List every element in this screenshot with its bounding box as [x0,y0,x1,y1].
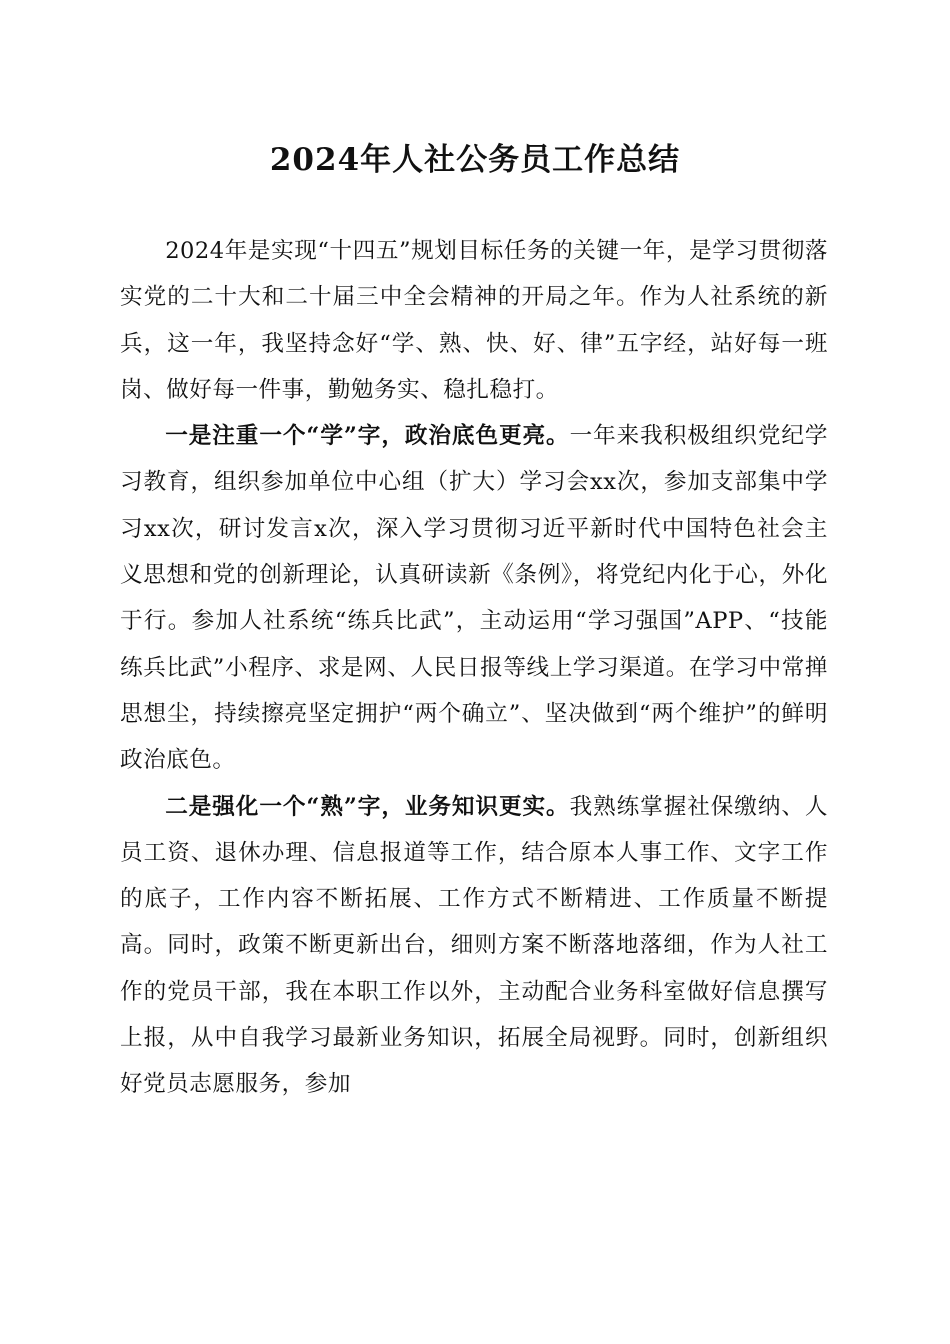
paragraph-text: 一年来我积极组织党纪学习教育，组织参加单位中心组（扩大）学习会xx次，参加支部集中学习xx次，研讨发言x次，深入学习贯彻习近平新时代中国特色社会主义思想和党的创新理论，认真研读新《条例》，将党纪内化于心，外化于行。参加人社系统“练兵比武”，主动运用“学习强国”APP、“技能练兵比武”小程序、求是网、人民日报等线上学习渠道。在学习中常掸思想尘，持续擦亮坚定拥护“两个确立”、坚决做到“两个维护”的鲜明政治底色。 [120,423,828,774]
document-title: 2024年人社公务员工作总结 [269,142,681,178]
paragraph-proficiency [120,784,828,1108]
paragraph-study [120,413,828,783]
paragraph-text: 我熟练掌握社保缴纳、人员工资、退休办理、信息报道等工作，结合原本人事工作、文字工作的底子，工作内容不断拓展、工作方式不断精进、工作质量不断提高。同时，政策不断更新出台，细则方案不断落地落细，作为人社工作的党员干部，我在本职工作以外，主动配合业务科室做好信息撰写上报，从中自我学习最新业务知识，拓展全局视野。同时，创新组织好党员志愿服务，参加 [120,793,828,1098]
paragraph-text: 2024年是实现“十四五”规划目标任务的关键一年，是学习贯彻落实党的二十大和二十届三中全会精神的开局之年。作为人社系统的新兵，这一年，我坚持念好“学、熟、快、好、律”五字经，站好每一班岗、做好每一件事，勤勉务实、稳扎稳打。 [120,238,828,403]
paragraph-intro [120,228,828,413]
paragraph-lead: 一是注重一个“学”字，政治底色更亮。 [165,423,570,450]
document-body [120,228,828,1108]
paragraph-lead: 二是强化一个“熟”字，业务知识更实。 [165,793,570,820]
